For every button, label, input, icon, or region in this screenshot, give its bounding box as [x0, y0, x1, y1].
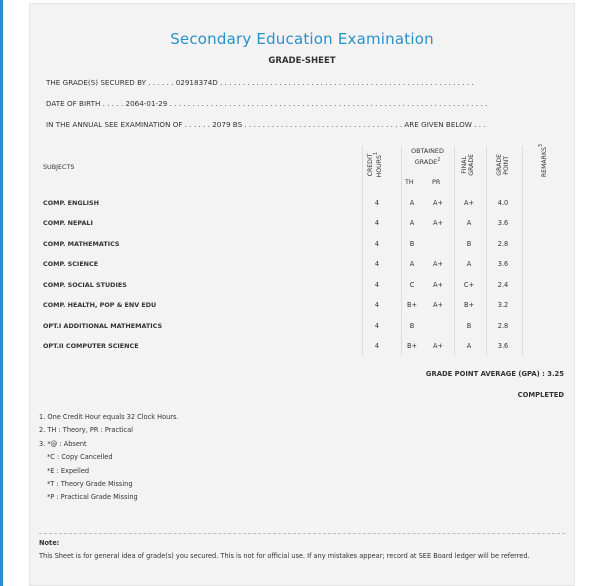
credit-header-text: CREDIT	[367, 153, 374, 177]
table-row	[30, 322, 574, 340]
credit-cell: 4	[374, 199, 380, 207]
final-grade-cell: B	[466, 322, 472, 330]
final-grade-cell: A	[466, 219, 472, 227]
hours-header-text: HOURS	[376, 155, 384, 178]
obtained-text: OBTAINED	[411, 147, 444, 155]
footnote-mark: 2	[437, 158, 441, 163]
subject-name: COMP. HEALTH, POP & ENV EDU	[43, 301, 157, 309]
grade-point-cell: 2.4	[497, 281, 509, 289]
footnote-item: *T : Theory Grade Missing	[47, 480, 133, 489]
final-grade-cell: A	[466, 260, 472, 268]
grade-sheet	[29, 3, 575, 586]
footnote-item: 1. One Credit Hour equals 32 Clock Hours.	[39, 413, 179, 421]
grade-point-cell: 3.6	[497, 342, 509, 350]
exam-title: Secondary Education Examination	[170, 30, 434, 48]
th-cell: A	[409, 260, 415, 268]
grade-point-cell: 3.6	[497, 260, 509, 268]
table-row	[30, 240, 574, 258]
final-grade-header	[461, 154, 475, 176]
th-cell: A	[409, 219, 415, 227]
final-grade-cell: C+	[463, 281, 475, 289]
gpa-summary: GRADE POINT AVERAGE (GPA) : 3.25	[425, 370, 564, 378]
subject-name: COMP. ENGLISH	[43, 199, 100, 207]
credit-cell: 4	[374, 219, 380, 227]
pr-cell: A+	[432, 219, 444, 227]
exam-year-line: IN THE ANNUAL SEE EXAMINATION OF . . . . . . 2079 BS . . . . . . . . . . . . . . . . . . . . . . . . . . . . . . . . . . . ARE GIVEN BELOW . . .	[46, 120, 486, 129]
point-text: POINT	[503, 155, 511, 175]
credit-cell: 4	[374, 281, 380, 289]
pr-cell: A+	[432, 281, 444, 289]
credit-cell: 4	[374, 322, 380, 330]
note-heading: Note:	[39, 539, 60, 547]
grade-text: GRADE	[496, 154, 503, 176]
footnote-item: 2. TH : Theory, PR : Practical	[39, 426, 134, 435]
final-text: FINAL	[461, 156, 468, 174]
th-header: TH	[405, 178, 414, 186]
sheet-subtitle: GRADE-SHEET	[268, 56, 336, 66]
th-cell: B	[409, 240, 415, 248]
obtained-grade-header	[405, 147, 450, 167]
footnote-mark: 3	[539, 144, 544, 148]
grade-point-cell: 3.6	[497, 219, 509, 227]
grade-point-cell: 2.8	[497, 322, 509, 330]
table-row	[30, 281, 574, 299]
table-row	[30, 301, 574, 319]
left-accent-bar	[0, 0, 3, 586]
final-grade-cell: A+	[463, 199, 475, 207]
footnotes	[39, 411, 179, 505]
table-row	[30, 342, 574, 360]
grades-secured-line: THE GRADE(S) SECURED BY . . . . . . 02918374D . . . . . . . . . . . . . . . . . . . . . . . . . . . . . . . . . . . . . . . . . . . . . . . . . . . . . . . .	[46, 78, 474, 87]
subject-name: COMP. NEPALI	[43, 219, 93, 227]
th-cell: B+	[406, 301, 418, 309]
grade-text: GRADE	[468, 154, 476, 176]
credit-cell: 4	[374, 301, 380, 309]
credit-cell: 4	[374, 342, 380, 350]
grade-point-header	[496, 154, 510, 176]
footnote-mark: 1	[374, 152, 380, 156]
remarks-header	[539, 144, 548, 177]
th-cell: A	[409, 199, 415, 207]
pr-cell: A+	[432, 260, 444, 268]
th-cell: B+	[406, 342, 418, 350]
remarks-text: REMARKS	[541, 147, 549, 178]
th-cell: C	[409, 281, 415, 289]
footnote-item: *C : Copy Cancelled	[47, 453, 113, 462]
grade-point-cell: 2.8	[497, 240, 509, 248]
table-row	[30, 219, 574, 237]
final-grade-cell: B+	[463, 301, 475, 309]
pr-cell: A+	[432, 301, 444, 309]
dashed-divider	[39, 533, 565, 534]
table-row	[30, 199, 574, 217]
grade-point-cell: 3.2	[497, 301, 509, 309]
credit-cell: 4	[374, 240, 380, 248]
credit-cell: 4	[374, 260, 380, 268]
note-text: This Sheet is for general idea of grade(s) you secured. This is not for official use. If any mistakes appear; record at SEE Board ledger will be referred.	[39, 552, 530, 560]
grade-text: GRADE	[414, 158, 438, 167]
final-grade-cell: B	[466, 240, 472, 248]
grade-point-cell: 4.0	[497, 199, 509, 207]
completion-status: COMPLETED	[517, 391, 564, 399]
subject-name: OPT.II COMPUTER SCIENCE	[43, 342, 139, 350]
pr-cell: A+	[432, 199, 444, 207]
final-grade-cell: A	[466, 342, 472, 350]
subject-name: OPT.I ADDITIONAL MATHEMATICS	[43, 322, 163, 330]
subjects-header: SUBJECTS	[43, 163, 75, 171]
footnote-item: *E : Expelled	[47, 466, 90, 475]
th-cell: B	[409, 322, 415, 330]
subject-name: COMP. SOCIAL STUDIES	[43, 281, 127, 289]
date-of-birth-line: DATE OF BIRTH . . . . . 2064-01-29 . . . . . . . . . . . . . . . . . . . . . . . . . . . . . . . . . . . . . . . . . . . . . . . . . . . . . . . . . . . . . . . . . . . . . .	[46, 99, 488, 108]
footnote-item: 3. *@ : Absent	[39, 439, 87, 448]
pr-header: PR	[432, 178, 441, 186]
credit-hours-header	[367, 152, 383, 177]
pr-cell: A+	[432, 342, 444, 350]
table-row	[30, 260, 574, 278]
subject-name: COMP. MATHEMATICS	[43, 240, 120, 248]
subject-name: COMP. SCIENCE	[43, 260, 99, 268]
footnote-item: *P : Practical Grade Missing	[47, 493, 138, 502]
